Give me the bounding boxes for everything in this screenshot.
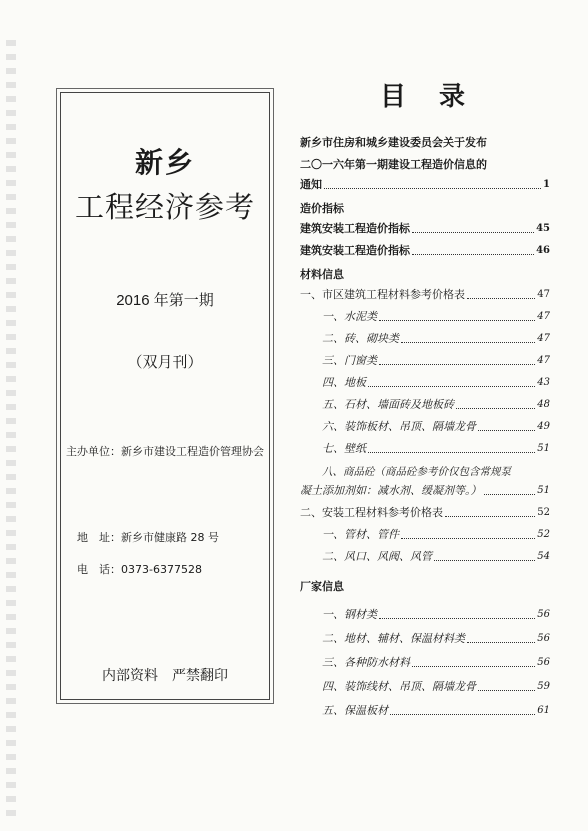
toc-page: 47 (537, 289, 550, 300)
leader-dots (324, 188, 541, 189)
toc-label: 三、门窗类 (322, 354, 377, 367)
toc-entry-m1[interactable] (300, 288, 550, 302)
toc-entry-v2[interactable] (322, 632, 550, 646)
toc-entry-notice[interactable] (300, 178, 550, 192)
toc-entry-v4[interactable] (322, 680, 550, 694)
toc-entry-m1f[interactable] (322, 420, 550, 434)
leader-dots (401, 342, 535, 343)
toc-entry-m1b[interactable] (322, 332, 550, 346)
cover-title-line1: 新乡 (134, 146, 195, 179)
toc-page: 47 (537, 311, 550, 322)
toc-page: 51 (537, 485, 550, 496)
toc-page: 52 (537, 507, 550, 518)
toc-page: 47 (537, 333, 550, 344)
leader-dots (467, 298, 535, 299)
cover-title-line2: 工程经济参考 (74, 190, 255, 224)
toc-notice-line1: 新乡市住房和城乡建设委员会关于发布 (300, 136, 487, 149)
toc-label: 一、市区建筑工程材料参考价格表 (300, 288, 465, 301)
toc-label: 七、壁纸 (322, 442, 366, 455)
toc-label: 一、管材、管件 (322, 528, 399, 541)
toc-label: 三、各种防水材料 (322, 656, 410, 669)
toc-section-material: 材料信息 (300, 268, 344, 281)
toc-entry-m2a[interactable] (322, 528, 550, 542)
toc-label: 二、砖、砌块类 (322, 332, 399, 345)
toc-page: 52 (537, 529, 550, 540)
toc-label: 四、地板 (322, 376, 366, 389)
leader-dots (401, 538, 535, 539)
leader-dots (390, 714, 535, 715)
cover-notice: 内部资料 严禁翻印 (102, 668, 228, 684)
toc-entry-m1c[interactable] (322, 354, 550, 368)
toc-page: 51 (537, 443, 550, 454)
toc-page: 56 (537, 609, 550, 620)
toc-notice-line2: 二〇一六年第一期建设工程造价信息的 (300, 158, 487, 171)
toc-label: 一、钢材类 (322, 608, 377, 621)
toc-label: 五、石材、墙面砖及地板砖 (322, 398, 454, 411)
toc-section-vendor: 厂家信息 (300, 580, 344, 593)
leader-dots (379, 618, 535, 619)
toc-page: 45 (536, 223, 550, 234)
cover-sponsor: 主办单位：新乡市建设工程造价管理协会 (66, 445, 264, 458)
toc-label: 二、风口、风阀、风管 (322, 550, 432, 563)
toc-entry-cost2[interactable] (300, 244, 550, 258)
leader-dots (478, 430, 535, 431)
toc-page: 56 (537, 657, 550, 668)
toc-page: 61 (537, 705, 550, 716)
toc-page: 43 (537, 377, 550, 388)
leader-dots (434, 560, 535, 561)
cover-issue: 2016 年第一期 (116, 292, 214, 309)
toc-entry-m1d[interactable] (322, 376, 550, 390)
cover-phone: 电 话：0373-6377528 (77, 563, 202, 576)
toc-label: 建筑安装工程造价指标 (300, 244, 410, 257)
leader-dots (368, 452, 535, 453)
toc-label: 二、安装工程材料参考价格表 (300, 506, 443, 519)
toc-entry-m1a[interactable] (322, 310, 550, 324)
toc-label: 一、水泥类 (322, 310, 377, 323)
toc-entry-m2b[interactable] (322, 550, 550, 564)
toc-label: 通知 (300, 178, 322, 191)
toc-label: 六、装饰板材、吊顶、隔墙龙骨 (322, 420, 476, 433)
toc-label: 五、保温板材 (322, 704, 388, 717)
toc-page: 1 (543, 179, 550, 190)
toc-page: 56 (537, 633, 550, 644)
leader-dots (484, 494, 536, 495)
toc-title: 目 录 (380, 82, 478, 112)
toc-page: 46 (536, 245, 550, 256)
binding-edge (6, 40, 16, 820)
leader-dots (379, 364, 535, 365)
toc-entry-m1h-line1: 八、商品砼（商品砼参考价仅包含常规泵 (322, 466, 511, 478)
toc-entry-m1g[interactable] (322, 442, 550, 456)
toc-label: 建筑安装工程造价指标 (300, 222, 410, 235)
toc-page: 48 (537, 399, 550, 410)
toc-entry-m1e[interactable] (322, 398, 550, 412)
toc-page: 47 (537, 355, 550, 366)
toc-entry-m2[interactable] (300, 506, 550, 520)
leader-dots (412, 254, 534, 255)
cover-frequency: （双月刊） (127, 353, 203, 371)
leader-dots (445, 516, 535, 517)
leader-dots (368, 386, 535, 387)
leader-dots (412, 666, 535, 667)
leader-dots (379, 320, 535, 321)
toc-section-cost: 造价指标 (300, 202, 344, 215)
toc-entry-m1h[interactable] (300, 484, 550, 498)
leader-dots (467, 642, 535, 643)
toc-page: 59 (537, 681, 550, 692)
toc-page: 49 (537, 421, 550, 432)
leader-dots (412, 232, 534, 233)
toc-entry-v1[interactable] (322, 608, 550, 622)
toc-entry-v3[interactable] (322, 656, 550, 670)
cover-frame (60, 92, 270, 700)
toc-label: 四、装饰线材、吊顶、隔墙龙骨 (322, 680, 476, 693)
leader-dots (478, 690, 535, 691)
toc-page: 54 (537, 551, 550, 562)
toc-entry-v5[interactable] (322, 704, 550, 718)
toc-label: 二、地材、辅材、保温材料类 (322, 632, 465, 645)
toc-entry-cost1[interactable] (300, 222, 550, 236)
leader-dots (456, 408, 535, 409)
toc-label: 凝土添加剂如：减水剂、缓凝剂等。） (300, 484, 482, 497)
cover-address: 地 址：新乡市健康路 28 号 (77, 531, 219, 544)
